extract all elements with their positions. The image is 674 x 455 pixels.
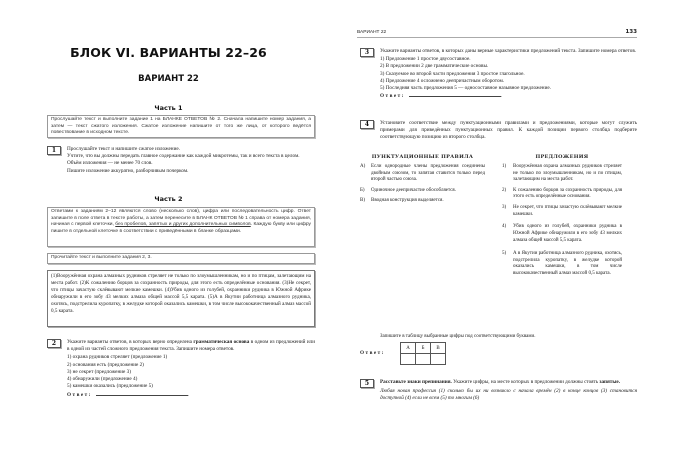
right-page [337,0,674,455]
sentence-label: 1) [502,163,507,169]
task2-prompt-text: Укажите варианты ответов, в которых верно определена [67,339,194,345]
task3-answer-row: Ответ: . [380,93,503,100]
rule-text: Если однородные члены предложения соединены двойным союзом, то запятая ставится только перед второй частью союза. [371,163,485,183]
task-number-5: 5 [360,379,374,388]
task2-prompt-text-end: в одном из предложений или в одной из частей сложного предложения текста. Запишите номера ответов. [67,339,315,353]
rule-item-a [360,164,485,184]
sentence-item-2 [502,188,622,202]
task-2 [47,339,315,400]
task5-prompt-bold: Расставьте знаки препинания. [380,379,452,385]
read-prompt-text: Прочитайте текст и выполните задания 2, 3. [51,255,152,260]
task2-option-1: 1) охрана рудников стреляет (предложение 1) [67,354,168,361]
task2-answer-label: Ответ: [67,392,92,399]
part1-instruction-box [47,115,315,138]
task-4 [360,120,637,142]
source-text: (1)Вооружённая охрана алмазных рудников стреляет не только по злоумышленникам, но и по птицам, залетающим на места работ. (2)К сожалению борцов за сохранность природы, для этого есть определённые основания. (3)Не секрет, что птицы зачастую склёвывают мелкие камешки. (4)Убив одного из голубей, охранники рудника в Южной Африке обнаружили в его зобу 43 мелких алмаза общей массой 5,5 карата. (5)А в Якутии работница алмазного рудника, охотясь, подстрелила куропатку, в желудке которой оказались камешки, в том числе высококачественный алмаз массой 0,5 карата. [51,273,311,314]
sentence-item-4 [502,224,622,244]
task3-answer-label: Ответ: [380,93,405,100]
task5-prompt [380,379,637,386]
task3-answer-field[interactable] [409,92,501,97]
part2-instruction-text-end: . Каждую букву или цифру пишите в отдельной клеточке в соответствии с приведёнными в бланке образцами. [51,222,311,234]
running-head-title: ВАРИАНТ 22 [357,30,387,35]
answer-table [400,342,446,365]
task-number-4: 4 [360,120,374,129]
sentences-header: ПРЕДЛОЖЕНИЯ [535,154,589,160]
rule-label: А) [360,163,366,169]
read-prompt-box [47,253,315,264]
sentence-text: Не секрет, что птицы зачастую склёвывают мелкие камешки. [513,204,622,217]
sentence-text: А в Якутии работница алмазного рудника, охотясь, подстрелила куропатку, в желудке которой оказались камешки, в том числе высококачественный алмаз массой 0,5 карата. [513,250,622,277]
task4-answer-label-wrap [360,350,385,357]
task2-answer-row: Ответ: . [67,392,190,399]
task5-prompt-text: Укажите цифры, на месте которых в предложении должны стоять [451,379,600,385]
sentence-label: 5) [502,250,507,256]
rule-label: Б) [360,187,365,193]
answer-table-header-a: А [401,343,416,354]
part1-title: Часть 1 [154,104,183,112]
task3-option-5: 5) Последняя часть предложения 5 — односоставное назывное предложение. [380,85,551,92]
task3-option-3: 3) Сказуемое во второй части предложения 3 простое глагольное. [380,70,525,77]
task2-option-5: 5) камешки оказались (предложение 5) [67,383,153,390]
task4-prompt: Установите соответствие между пунктуационными правилами и предложениями, которые могут служить примерами для приведённых пунктуационных правил. К каждой позиции первого столбца подберите соответствующую позицию из второго столбца. [380,120,637,141]
running-header [357,30,637,38]
block-title: БЛОК VI. ВАРИАНТЫ 22–26 [70,45,267,60]
task2-answer-field[interactable] [96,391,188,396]
answer-table-header-v: В [431,343,446,354]
task2-option-4: 4) обнаружили (предложение 4) [67,376,138,383]
task1-line: Учтите, что вы должны передать главное содержание как каждой микротемы, так и всего текста в целом. [67,153,300,160]
task2-prompt-bold: грамматическая основа [193,339,250,345]
page-number: 133 [625,29,637,35]
task3-option-1: 1) Предложение 1 простое двусоставное. [380,56,471,63]
task5-prompt-end-bold: запятые. [599,379,621,385]
task3-prompt: Укажите варианты ответов, в которых даны верные характеристики предложений текста. Запишите номера ответов. [380,48,637,54]
task-number-2: 2 [47,339,61,348]
task-1 [47,146,315,175]
task3-option-2: 2) В предложении 2 две грамматические основы. [380,63,489,70]
sentence-label: 4) [502,224,507,230]
part2-instruction-text: Ответами к заданиям 2–12 являются слово (несколько слов), цифра или последовательность цифр. Ответ запишите в поле ответа в тексте работы, а затем перенесите в БЛАНК ОТВЕТОВ № 1 справа от номера задания, начиная с первой клеточки, [51,209,311,228]
task1-line: Объём изложения — не менее 70 слов. [67,160,153,167]
sentences-column [502,154,622,281]
sentence-item-3 [502,205,622,219]
task-5 [360,379,637,403]
table-instruction: Запишите в таблицу выбранные цифры под соответствующими буквами. [380,334,536,339]
part1-instruction-text: Прослушайте текст и выполните задание 1 на БЛАНКЕ ОТВЕТОВ № 2. Сначала напишите номер задания, а затем — текст сжатого изложения. Сжатое изложение напишите от того же лица, от которого ведётся повествование в исходном тексте. [51,117,311,136]
sentence-text: К сожалению борцов за сохранность природы, для этого есть определённые основания. [513,187,622,200]
answer-cell-v[interactable] [431,354,446,365]
source-text-box [47,270,315,327]
task-number-1: 1 [47,146,61,155]
part2-instruction-underlined: без пробелов, запятых и других дополнительных символов [115,222,251,228]
rule-text: Вводная конструкция выделяется. [371,197,444,203]
task-number-3: 3 [360,48,374,57]
sentence-text: Вооружённая охрана алмазных рудников стреляет не только по злоумышленникам, но и по птицам, залетающим на места работ. [513,163,622,183]
rule-item-v [360,198,485,205]
sentence-item-5 [502,251,622,278]
sentence-label: 3) [502,204,507,210]
rule-text: Одиночное деепричастие обособляется. [371,187,456,193]
sentence-item-1 [502,164,622,184]
task2-option-2: 2) основания есть (предложение 2) [67,361,144,368]
task5-sentence: Любая новая профессия (1) сколько бы их ни возникло с начала времён (2) в конце концов (3) становится доступной (4) если не всем (5) то многим (6) [380,388,637,402]
sentence-label: 2) [502,187,507,193]
rules-header: ПУНКТУАЦИОННЫЕ ПРАВИЛА [371,154,474,160]
task2-option-3: 3) не секрет (предложение 3) [67,368,131,375]
variant-title: ВАРИАНТ 22 [138,74,199,84]
task2-prompt [67,339,315,353]
answer-cell-b[interactable] [416,354,431,365]
task-3 [360,48,637,100]
rules-column [360,154,485,208]
answer-table-header-b: Б [416,343,431,354]
part2-title: Часть 2 [154,195,183,203]
rule-item-b [360,188,485,195]
answer-cell-a[interactable] [401,354,416,365]
sentence-text: Убив одного из голубей, охранники рудника в Южной Африке обнаружили в его зобу 43 мелких алмаза общей массой 5,5 карата. [513,224,622,243]
rule-label: В) [360,197,365,203]
task4-answer-label: Ответ: [360,350,385,356]
task1-line: Прослушайте текст и напишите сжатое изложение. [67,146,180,152]
part2-instruction-box [47,207,315,247]
task1-line: Пишите изложение аккуратно, разборчивым почерком. [67,167,189,174]
task3-option-4: 4) Предложение 4 осложнено деепричастным оборотом. [380,77,505,84]
